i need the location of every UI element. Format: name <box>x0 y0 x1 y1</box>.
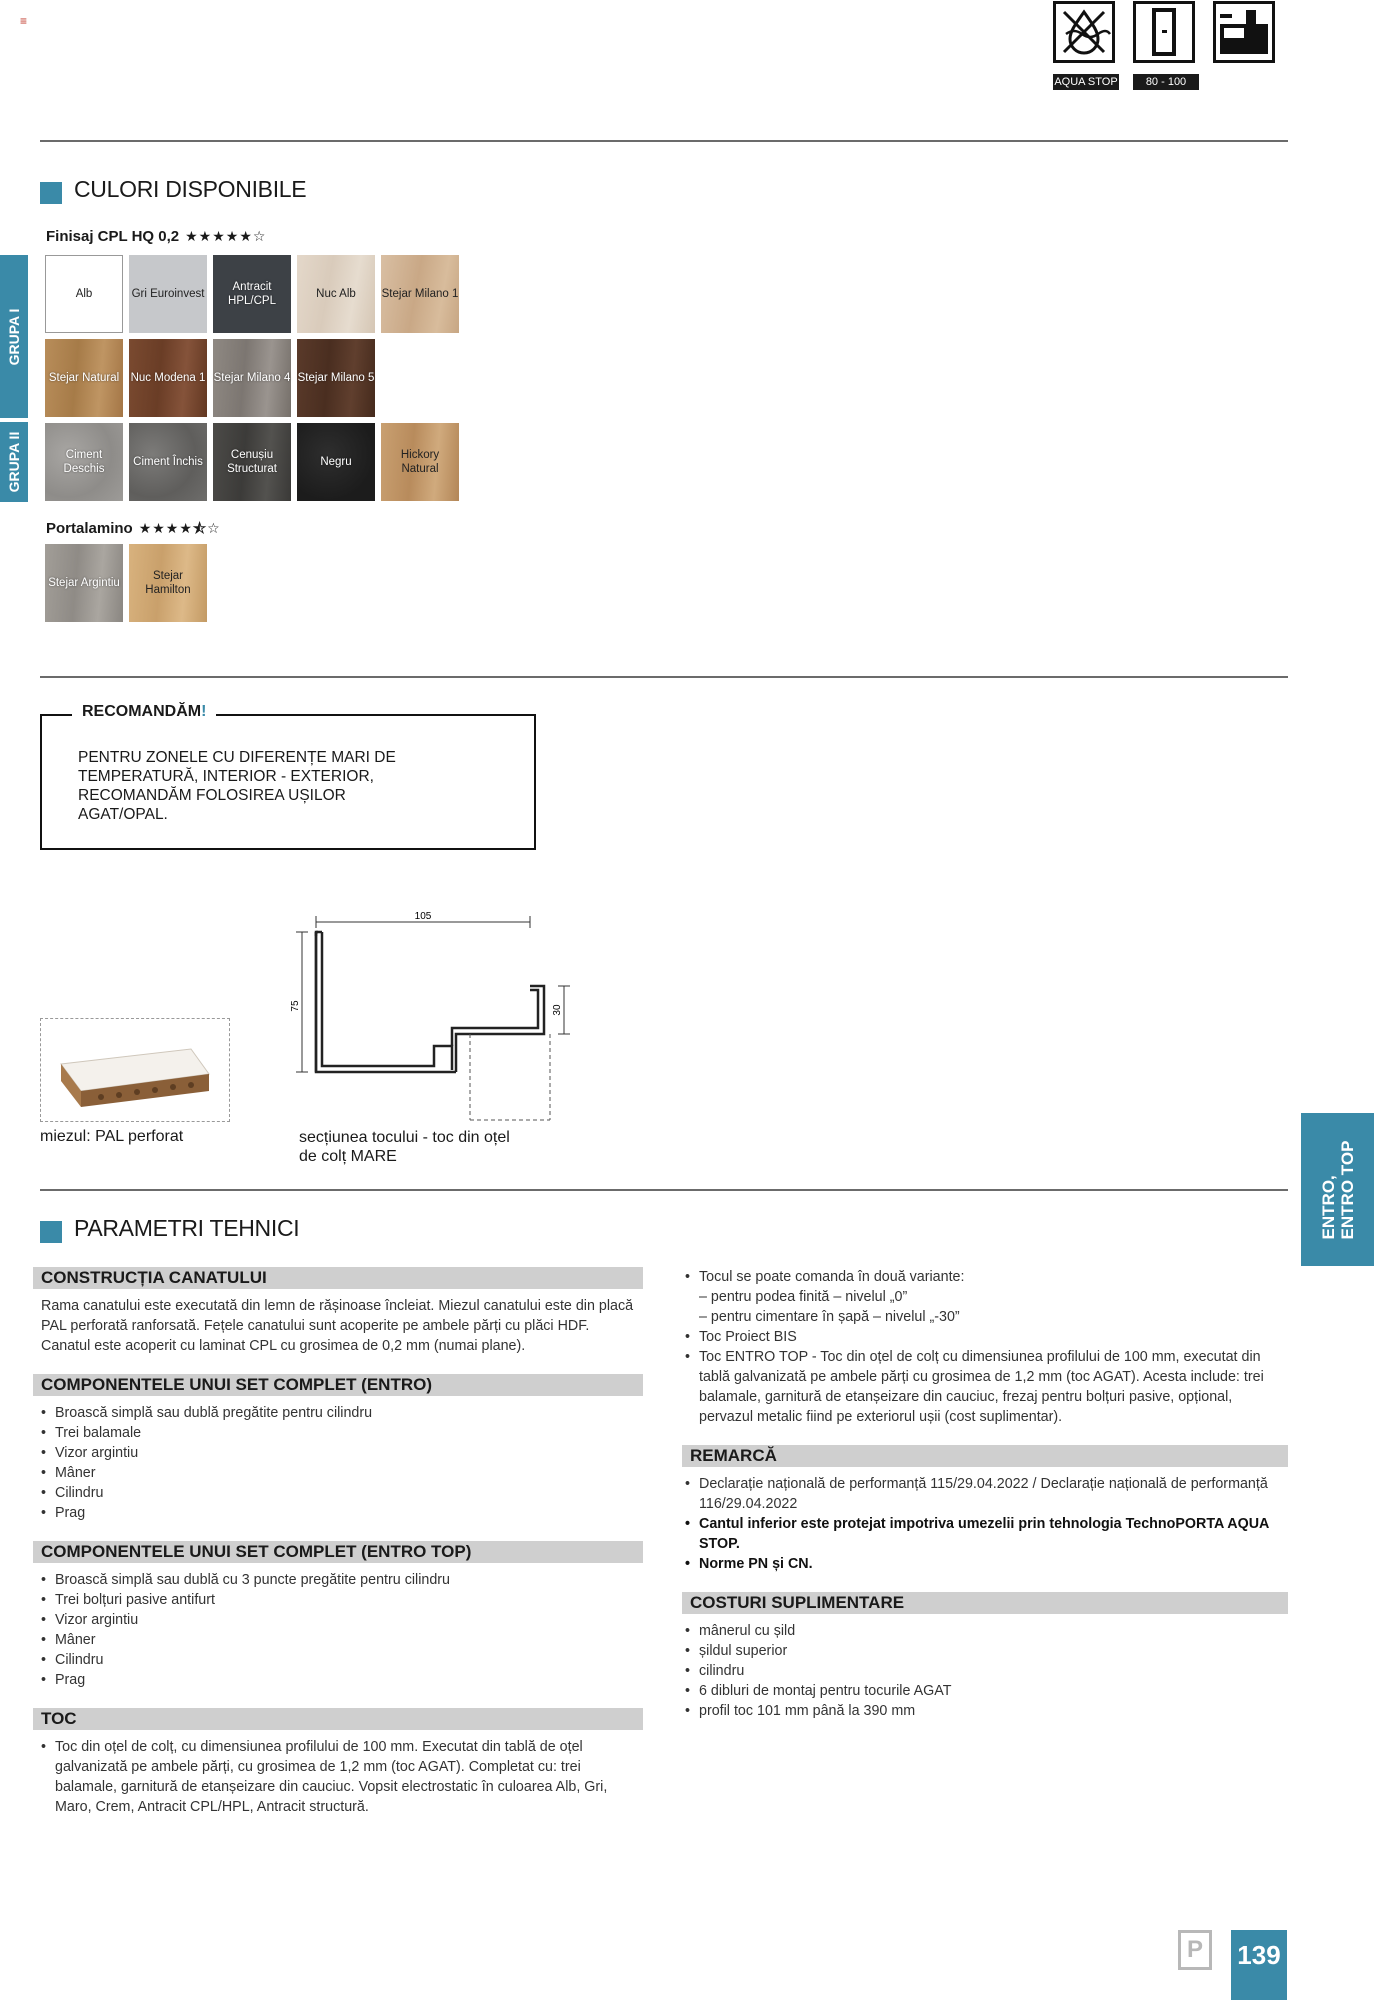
list-item: • 6 dibluri de montaj pentru tocurile AGAT <box>685 1681 1285 1701</box>
list-item: – pentru podea finită – nivelul „0” <box>699 1289 908 1305</box>
list-item: • șildul superior <box>685 1641 1285 1661</box>
list-item: • cilindru <box>685 1661 1285 1681</box>
list-item: • Tocul se poate comanda în două variante: <box>685 1267 1285 1287</box>
divider-top <box>40 140 1288 142</box>
core-caption: miezul: PAL perforat <box>40 1128 184 1145</box>
recommend-text: PENTRU ZONELE CU DIFERENȚE MARI DE TEMPERATURĂ, INTERIOR - EXTERIOR, RECOMANDĂM FOLOSIREA UȘILOR AGAT/OPAL. <box>78 749 396 823</box>
set-entro-heading: COMPONENTELE UNUI SET COMPLET (ENTRO) <box>33 1374 643 1396</box>
swatch-gri-euroinvest[interactable]: Gri Euroinvest <box>129 255 207 333</box>
brand-logo-icon: P <box>1178 1930 1212 1970</box>
list-item: • Toc ENTRO TOP - Toc din oțel de colț cu dimensiunea profilului de 100 mm, executat din tablă galvanizată pe ambele părți cu grosimea de 1,2 mm (toc AGAT). Acesta include: trei balamale, garnitură de etanșeizare din cauciuc, frezaj pentru bolțuri pasive, opțional, pervazul metalic fiind pe exteriorul ușii (cost suplimentar). <box>685 1347 1285 1427</box>
list-item: • Norme PN și CN. <box>685 1554 1285 1574</box>
remark-heading: REMARCĂ <box>682 1445 1288 1467</box>
params-title: PARAMETRI TEHNICI <box>40 1215 299 1243</box>
aqua-stop-icon <box>1053 1 1115 63</box>
set-entro-list <box>41 1403 641 1523</box>
remark-list <box>685 1474 1285 1574</box>
set-entro-top-list <box>41 1570 641 1690</box>
door-width-icon <box>1133 1 1195 63</box>
rating-stars-cpl: ★★★★★☆ <box>185 228 267 244</box>
divider-params <box>40 1189 1288 1191</box>
construction-heading: CONSTRUCȚIA CANATULUI <box>33 1267 643 1289</box>
list-item: • Toc din oțel de colț, cu dimensiunea profilului de 100 mm. Executat din tablă de oțel galvanizată pe ambele părți, cu grosimea de 1,2 mm (toc AGAT). Completat cu: trei balamale, garnitură de etanșeizare din cauciuc. Vopsit electrostatic în culoarea Alb, Gri, Maro, Crem, Antracit CPL/HPL, Antracit structură. <box>41 1737 646 1817</box>
swatch-nuc-modena[interactable]: Nuc Modena 1 <box>129 339 207 417</box>
list-item: – pentru cimentare în șapă – nivelul „-30” <box>699 1309 960 1325</box>
swatch-stejar-milano-1[interactable]: Stejar Milano 1 <box>381 255 459 333</box>
list-item: • Trei bolțuri pasive antifurt <box>41 1590 641 1610</box>
interior-door-icon <box>1213 1 1275 63</box>
list-item: • Trei balamale <box>41 1423 641 1443</box>
dim-width: 105 <box>414 911 432 922</box>
swatch-ciment-inchis[interactable]: Ciment Închis <box>129 423 207 501</box>
swatch-nuc-alb[interactable]: Nuc Alb <box>297 255 375 333</box>
swatch-antracit[interactable]: Antracit HPL/CPL <box>213 255 291 333</box>
list-item: • Vizor argintiu <box>41 1443 641 1463</box>
finish-cpl-label: Finisaj CPL HQ 0,2 ★★★★★☆ <box>46 228 267 245</box>
dim-height: 75 <box>290 1000 301 1012</box>
frame-section-drawing <box>280 910 600 1130</box>
list-item: • Cilindru <box>41 1483 641 1503</box>
frame-caption: secțiunea tocului - toc din oțel de colț MARE <box>299 1129 510 1165</box>
list-item: • Prag <box>41 1503 641 1523</box>
extra-costs-list <box>685 1621 1285 1721</box>
frame-options-list <box>685 1267 1285 1427</box>
swatch-stejar-natural[interactable]: Stejar Natural <box>45 339 123 417</box>
corner-marker: ≡ <box>20 14 28 28</box>
set-entro-top-heading: COMPONENTELE UNUI SET COMPLET (ENTRO TOP) <box>33 1541 643 1563</box>
list-item: • Prag <box>41 1670 641 1690</box>
extra-costs-heading: COSTURI SUPLIMENTARE <box>682 1592 1288 1614</box>
recommend-title: RECOMANDĂM! <box>72 703 216 721</box>
swatch-hickory-natural[interactable]: Hickory Natural <box>381 423 459 501</box>
finish-portalamino-label: Portalamino ★★★★⯪☆ <box>46 520 221 537</box>
swatch-negru[interactable]: Negru <box>297 423 375 501</box>
list-item: • Broască simplă sau dublă pregătite pentru cilindru <box>41 1403 641 1423</box>
divider-middle <box>40 676 1288 678</box>
swatch-stejar-milano-4[interactable]: Stejar Milano 4 <box>213 339 291 417</box>
list-item: • profil toc 101 mm până la 390 mm <box>685 1701 1285 1721</box>
list-item: • mânerul cu șild <box>685 1621 1285 1641</box>
construction-text: Rama canatului este executată din lemn de rășinoase încleiat. Miezul canatului este din placă PAL perforată ranforsată. Fețele canatului sunt acoperite pe ambele părți cu plăci HDF. Canatul este acoperit cu laminat CPL cu grosimea de 0,2 mm (numai plane). <box>41 1298 634 1354</box>
swatch-alb[interactable]: Alb <box>45 255 123 333</box>
list-item: • Declarație națională de performanță 115/29.04.2022 / Declarație națională de performanță 116/29.04.2022 <box>685 1474 1285 1514</box>
core-drawing <box>40 1018 230 1122</box>
list-item: • Toc Proiect BIS <box>685 1327 1285 1347</box>
toc-heading: TOC <box>33 1708 643 1730</box>
product-side-tab: ENTRO, ENTRO TOP <box>1301 1113 1374 1266</box>
swatch-stejar-milano-5[interactable]: Stejar Milano 5 <box>297 339 375 417</box>
toc-list <box>41 1737 646 1817</box>
swatch-stejar-argintiu[interactable]: Stejar Argintiu <box>45 544 123 622</box>
list-item: • Cantul inferior este protejat impotriva umezelii prin tehnologia TechnoPORTA AQUA STOP. <box>685 1514 1285 1554</box>
list-item: • Broască simplă sau dublă cu 3 puncte pregătite pentru cilindru <box>41 1570 641 1590</box>
list-item: • Mâner <box>41 1463 641 1483</box>
swatch-stejar-hamilton[interactable]: Stejar Hamilton <box>129 544 207 622</box>
door-width-label: 80 - 100 <box>1133 74 1199 90</box>
page-number: 139 <box>1231 1930 1287 2000</box>
rating-stars-portalamino: ★★★★⯪☆ <box>138 520 221 536</box>
swatch-ciment-deschis[interactable]: Ciment Deschis <box>45 423 123 501</box>
list-item: • Cilindru <box>41 1650 641 1670</box>
list-item: • Vizor argintiu <box>41 1610 641 1630</box>
group-2-tab: GRUPA II <box>0 422 28 502</box>
list-item: • Mâner <box>41 1630 641 1650</box>
swatch-cenusiu-structurat[interactable]: Cenușiu Structurat <box>213 423 291 501</box>
colors-title: CULORI DISPONIBILE <box>40 176 306 204</box>
aqua-stop-label: AQUA STOP <box>1054 76 1118 88</box>
group-1-tab: GRUPA I <box>0 255 28 418</box>
dim-step: 30 <box>552 1004 563 1016</box>
